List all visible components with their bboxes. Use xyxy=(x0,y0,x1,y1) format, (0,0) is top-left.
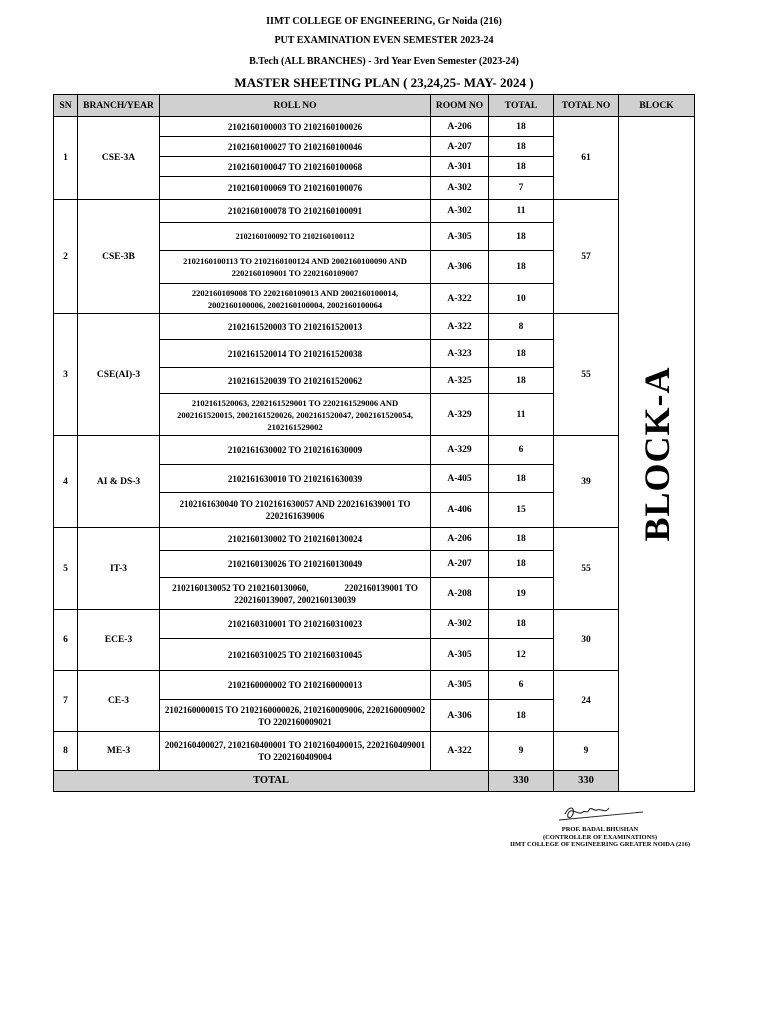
table-row xyxy=(54,732,695,771)
roll-cell: 2102160100069 TO 2102160100076 xyxy=(160,177,431,200)
sn-cell: 1 xyxy=(54,117,78,200)
room-cell: A-323 xyxy=(431,340,489,368)
room-cell: A-305 xyxy=(431,671,489,700)
total-cell: 6 xyxy=(489,436,554,465)
branch-cell: ECE-3 xyxy=(78,610,160,671)
room-cell: A-306 xyxy=(431,700,489,732)
branch-cell: IT-3 xyxy=(78,528,160,610)
total-no-cell: 61 xyxy=(554,117,619,200)
sn-cell: 8 xyxy=(54,732,78,771)
room-cell: A-325 xyxy=(431,368,489,394)
roll-cell: 2102161520014 TO 2102161520038 xyxy=(160,340,431,368)
table-row xyxy=(54,436,695,465)
roll-cell: 2002160400027, 2102160400001 TO 2102160400015, 2202160409001 TO 2202160409004 xyxy=(160,732,431,771)
total-cell: 9 xyxy=(489,732,554,771)
total-cell: 18 xyxy=(489,137,554,157)
sn-cell: 3 xyxy=(54,314,78,436)
sn-cell: 7 xyxy=(54,671,78,732)
total-cell: 19 xyxy=(489,578,554,610)
room-cell: A-405 xyxy=(431,465,489,493)
total-no-cell: 30 xyxy=(554,610,619,671)
roll-cell: 2102160100027 TO 2102160100046 xyxy=(160,137,431,157)
total-no-cell: 57 xyxy=(554,200,619,314)
total-cell: 18 xyxy=(489,340,554,368)
total-cell: 18 xyxy=(489,157,554,177)
room-cell: A-207 xyxy=(431,551,489,578)
grand-total: 330 xyxy=(489,771,554,792)
total-cell: 12 xyxy=(489,639,554,671)
room-cell: A-301 xyxy=(431,157,489,177)
table-row xyxy=(54,528,695,551)
table-row xyxy=(54,314,695,340)
roll-cell: 2102160000015 TO 2102160000026, 2102160009006, 2202160009002 TO 2202160009021 xyxy=(160,700,431,732)
total-cell: 7 xyxy=(489,177,554,200)
branch-cell: CSE(AI)-3 xyxy=(78,314,160,436)
signature-block xyxy=(500,800,700,849)
roll-cell: 2102160100092 TO 2102160100112 xyxy=(160,223,431,251)
college-name: IIMT COLLEGE OF ENGINEERING, Gr Noida (216) xyxy=(266,16,502,27)
total-cell: 8 xyxy=(489,314,554,340)
room-cell: A-305 xyxy=(431,639,489,671)
program-name: B.Tech (ALL BRANCHES) - 3rd Year Even Semester (2023-24) xyxy=(249,56,519,67)
room-cell: A-208 xyxy=(431,578,489,610)
col-header-sn: SN xyxy=(54,95,78,117)
total-no-cell: 55 xyxy=(554,314,619,436)
roll-cell: 2102160310025 TO 2102160310045 xyxy=(160,639,431,671)
roll-cell: 2102161520003 TO 2102161520013 xyxy=(160,314,431,340)
total-cell: 18 xyxy=(489,368,554,394)
signatory-org: IIMT COLLEGE OF ENGINEERING GREATER NOIDA (216) xyxy=(509,841,691,848)
exam-name: PUT EXAMINATION EVEN SEMESTER 2023-24 xyxy=(274,35,494,46)
total-cell: 18 xyxy=(489,528,554,551)
grand-total-no: 330 xyxy=(554,771,619,792)
sn-cell: 4 xyxy=(54,436,78,528)
total-cell: 18 xyxy=(489,700,554,732)
total-cell: 15 xyxy=(489,493,554,528)
signatory-name: PROF. BADAL BHUSHAN xyxy=(561,826,639,833)
room-cell: A-302 xyxy=(431,200,489,223)
total-cell: 18 xyxy=(489,610,554,639)
table-header-row xyxy=(54,95,695,117)
total-label: TOTAL xyxy=(54,771,489,792)
roll-cell: 2102160130002 TO 2102160130024 xyxy=(160,528,431,551)
total-cell: 18 xyxy=(489,117,554,137)
room-cell: A-302 xyxy=(431,610,489,639)
roll-cell: 2102160130026 TO 2102160130049 xyxy=(160,551,431,578)
total-no-cell: 9 xyxy=(554,732,619,771)
total-cell: 10 xyxy=(489,284,554,314)
room-cell: A-406 xyxy=(431,493,489,528)
col-header-branch: BRANCH/YEAR xyxy=(78,95,160,117)
roll-cell: 2102160100113 TO 2102160100124 AND 2002160100090 AND 2202160109001 TO 2202160109007 xyxy=(160,251,431,284)
sn-cell: 2 xyxy=(54,200,78,314)
room-cell: A-302 xyxy=(431,177,489,200)
roll-cell: 2102161520039 TO 2102161520062 xyxy=(160,368,431,394)
roll-cell: 2102160310001 TO 2102160310023 xyxy=(160,610,431,639)
branch-cell: CSE-3B xyxy=(78,200,160,314)
block-cell xyxy=(619,117,695,792)
total-cell: 11 xyxy=(489,394,554,436)
room-cell: A-329 xyxy=(431,436,489,465)
roll-cell: 2102161630010 TO 2102161630039 xyxy=(160,465,431,493)
total-no-cell: 55 xyxy=(554,528,619,610)
room-cell: A-322 xyxy=(431,314,489,340)
branch-cell: ME-3 xyxy=(78,732,160,771)
block-label: BLOCK-A xyxy=(636,366,677,542)
room-cell: A-206 xyxy=(431,117,489,137)
roll-cell: 2102160130052 TO 2102160130060, 2202160139001 TO 2202160139007, 2002160130039 xyxy=(160,578,431,610)
sn-cell: 5 xyxy=(54,528,78,610)
roll-cell: 2102160000002 TO 2102160000013 xyxy=(160,671,431,700)
room-cell: A-207 xyxy=(431,137,489,157)
room-cell: A-322 xyxy=(431,732,489,771)
total-cell: 6 xyxy=(489,671,554,700)
roll-cell: 2102160100078 TO 2102160100091 xyxy=(160,200,431,223)
total-row xyxy=(54,771,695,792)
table-row xyxy=(54,671,695,700)
room-cell: A-206 xyxy=(431,528,489,551)
total-cell: 18 xyxy=(489,223,554,251)
total-no-cell: 39 xyxy=(554,436,619,528)
room-cell: A-305 xyxy=(431,223,489,251)
roll-cell: 2202160109008 TO 2202160109013 AND 2002160100014, 2002160100006, 2002160100004, 2002160100064 xyxy=(160,284,431,314)
room-cell: A-306 xyxy=(431,251,489,284)
total-cell: 18 xyxy=(489,251,554,284)
col-header-block: BLOCK xyxy=(619,95,695,117)
col-header-total: TOTAL xyxy=(489,95,554,117)
roll-cell: 2102161520063, 2202161529001 TO 2202161529006 AND 2002161520015, 2002161520026, 2002161520047, 2002161520054, 2102161529002 xyxy=(160,394,431,436)
col-header-total-no: TOTAL NO xyxy=(554,95,619,117)
total-cell: 18 xyxy=(489,465,554,493)
roll-cell: 2102160100047 TO 2102160100068 xyxy=(160,157,431,177)
total-no-cell: 24 xyxy=(554,671,619,732)
seating-plan-table xyxy=(53,94,695,792)
roll-cell: 2102160100003 TO 2102160100026 xyxy=(160,117,431,137)
table-row xyxy=(54,610,695,639)
col-header-room: ROOM NO xyxy=(431,95,489,117)
room-cell: A-322 xyxy=(431,284,489,314)
table-row xyxy=(54,200,695,223)
branch-cell: CSE-3A xyxy=(78,117,160,200)
branch-cell: AI & DS-3 xyxy=(78,436,160,528)
total-cell: 18 xyxy=(489,551,554,578)
signature-mark xyxy=(555,800,645,826)
roll-cell: 2102161630040 TO 2102161630057 AND 2202161639001 TO 2202161639006 xyxy=(160,493,431,528)
sn-cell: 6 xyxy=(54,610,78,671)
table-row xyxy=(54,117,695,137)
room-cell: A-329 xyxy=(431,394,489,436)
plan-title: MASTER SHEETING PLAN ( 23,24,25- MAY- 2024 ) xyxy=(234,75,534,90)
col-header-roll: ROLL NO xyxy=(160,95,431,117)
roll-cell: 2102161630002 TO 2102161630009 xyxy=(160,436,431,465)
branch-cell: CE-3 xyxy=(78,671,160,732)
signatory-title: (CONTROLLER OF EXAMINATIONS) xyxy=(542,833,658,841)
total-cell: 11 xyxy=(489,200,554,223)
